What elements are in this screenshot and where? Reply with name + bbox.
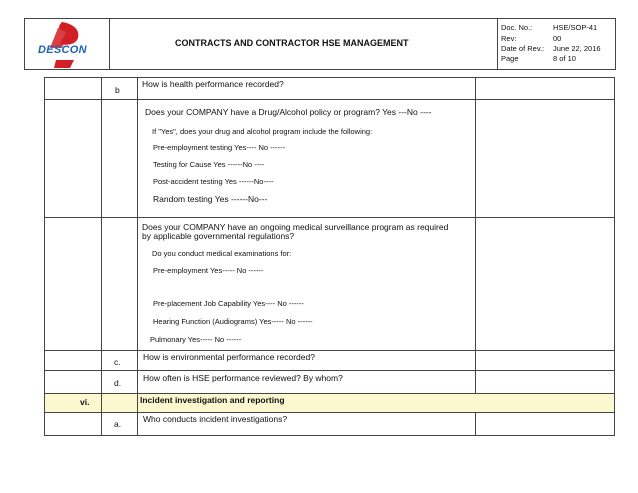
medical-item: Pre-placement Job Capability Yes---- No ------ xyxy=(153,299,304,308)
medical-question-line1: Does your COMPANY have an ongoing medical surveillance program as required xyxy=(142,222,449,232)
row-a-label: a. xyxy=(114,419,122,429)
drug-policy-question: Does your COMPANY have a Drug/Alcohol policy or program? Yes ---No ---- xyxy=(145,107,432,117)
logo-text: DESCON xyxy=(38,44,87,56)
highlight-row-bg xyxy=(45,394,614,412)
row-line-2 xyxy=(44,217,615,218)
col-line-2 xyxy=(137,77,138,436)
medical-item: Hearing Function (Audiograms) Yes----- No ------ xyxy=(153,317,313,326)
medical-intro: Do you conduct medical examinations for: xyxy=(152,249,292,258)
row-a-question: Who conducts incident investigations? xyxy=(143,414,288,424)
doc-no-value: HSE/SOP-41 xyxy=(553,23,598,32)
rev-label: Rev: xyxy=(501,34,517,43)
rev-value: 00 xyxy=(553,34,562,43)
header-divider-1 xyxy=(109,18,110,70)
row-b-label: b xyxy=(115,85,120,95)
page-value: 8 of 10 xyxy=(553,54,576,63)
descon-logo xyxy=(40,20,90,70)
row-c-label: c. xyxy=(114,357,121,367)
row-d-question: How often is HSE performance reviewed? By whom? xyxy=(143,373,343,383)
doc-no-label: Doc. No.: xyxy=(501,23,533,32)
col-line-3 xyxy=(475,77,476,394)
medical-question-line2: by applicable governmental regulations? xyxy=(142,231,295,241)
section-vi-heading: Incident investigation and reporting xyxy=(140,395,285,405)
header-divider-2 xyxy=(497,18,498,70)
col-line-3b xyxy=(475,412,476,436)
section-vi-label: vi. xyxy=(80,397,90,407)
date-label: Date of Rev.: xyxy=(501,44,545,53)
row-line-1 xyxy=(44,99,615,100)
row-d-label: d. xyxy=(114,378,122,388)
row-line-4 xyxy=(44,370,615,371)
date-value: June 22, 2016 xyxy=(553,44,601,53)
drug-item: Testing for Cause Yes ------No ---- xyxy=(153,160,265,169)
document-title: CONTRACTS AND CONTRACTOR HSE MANAGEMENT xyxy=(175,38,409,48)
medical-item: Pulmonary Yes----- No ------ xyxy=(150,335,242,344)
medical-item: Pre-employment Yes----- No ------ xyxy=(153,266,264,275)
drug-item: Post-accident testing Yes ------No---- xyxy=(153,177,274,186)
row-line-3 xyxy=(44,350,615,351)
row-c-question: How is environmental performance recorded? xyxy=(143,352,315,362)
drug-item: Pre-employment testing Yes---- No ------ xyxy=(153,143,286,152)
row-b-question: How is health performance recorded? xyxy=(142,79,284,89)
row-line-5 xyxy=(44,393,615,394)
page-label: Page xyxy=(501,54,519,63)
col-line-1 xyxy=(101,77,102,436)
drug-policy-intro: If "Yes", does your drug and alcohol program include the following: xyxy=(152,127,373,136)
row-line-6 xyxy=(44,412,615,413)
drug-item: Random testing Yes ------No--- xyxy=(153,194,268,204)
